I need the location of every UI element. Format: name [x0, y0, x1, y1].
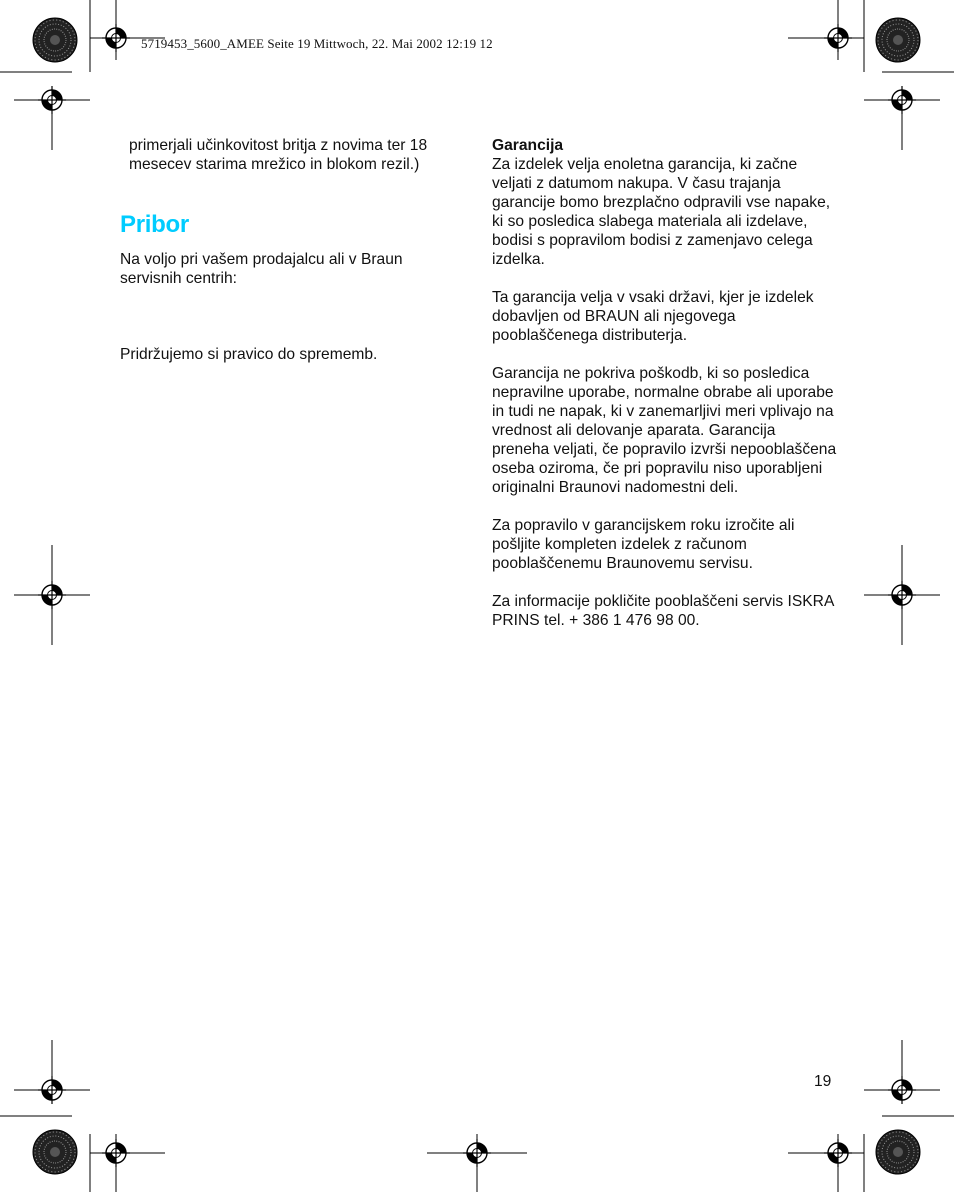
continued-paragraph: primerjali učinkovitost britja z novima ter 18 mesecev starima mrežico in blokom rezil.)	[129, 137, 428, 173]
registration-mark-right-middle	[888, 581, 916, 609]
color-bar-icon-bottom-left	[33, 1130, 77, 1174]
registration-mark-bottom-center	[463, 1139, 491, 1167]
color-bar-icon-bottom-right	[876, 1130, 920, 1174]
warranty-heading: Garancija	[492, 137, 564, 154]
registration-mark-top-left	[102, 24, 130, 52]
registration-mark-right-lower	[888, 1076, 916, 1104]
registration-mark-left-lower	[38, 1076, 66, 1104]
registration-mark-bottom-right	[824, 1139, 852, 1167]
reservation-paragraph: Pridržujemo si pravico do sprememb.	[120, 346, 378, 363]
color-bar-icon-top-left	[33, 18, 77, 62]
registration-mark-left-upper	[38, 86, 66, 114]
registration-mark-bottom-left	[102, 1139, 130, 1167]
registration-mark-left-middle	[38, 581, 66, 609]
color-bar-icon-top-right	[876, 18, 920, 62]
warranty-paragraph: Za izdelek velja enoletna garancija, ki začne veljati z datumom nakupa. V času trajanja garancije bomo brezplačno odpravili vse napake, ki so posledica slabega materiala ali izdelave, bodisi s popravilom bodisi z zamenjavo celega izdelka.	[492, 156, 831, 268]
warranty-paragraph: Za popravilo v garancijskem roku izročite ali pošljite kompleten izdelek z računom pooblaščenemu Braunovemu servisu.	[492, 517, 795, 572]
warranty-paragraph: Garancija ne pokriva poškodb, ki so posledica nepravilne uporabe, normalne obrabe ali uporabe in tudi ne napak, ki v zanemarljivi meri vplivajo na vrednost ali delovanje aparata. Garancija preneha veljati, če popravilo izvrši nepooblaščena oseba oziroma, če pri popravilu niso uporabljeni originalni Braunovi nadomestni deli.	[492, 365, 837, 496]
accessories-paragraph: Na voljo pri vašem prodajalcu ali v Braun servisnih centrih:	[120, 251, 403, 287]
registration-mark-top-right	[824, 24, 852, 52]
right-column	[492, 136, 837, 630]
warranty-paragraph: Za informacije pokličite pooblaščeni servis ISKRA PRINS tel. + 386 1 476 98 00.	[492, 593, 834, 629]
page-number: 19	[814, 1073, 832, 1090]
left-column	[120, 136, 455, 364]
accessories-heading: Pribor	[120, 211, 189, 238]
registration-mark-right-upper	[888, 86, 916, 114]
print-slug: 5719453_5600_AMEE Seite 19 Mittwoch, 22. Mai 2002 12:19 12	[141, 36, 493, 51]
warranty-paragraph: Ta garancija velja v vsaki državi, kjer je izdelek dobavljen od BRAUN ali njegovega pooblaščenega distributerja.	[492, 289, 814, 344]
